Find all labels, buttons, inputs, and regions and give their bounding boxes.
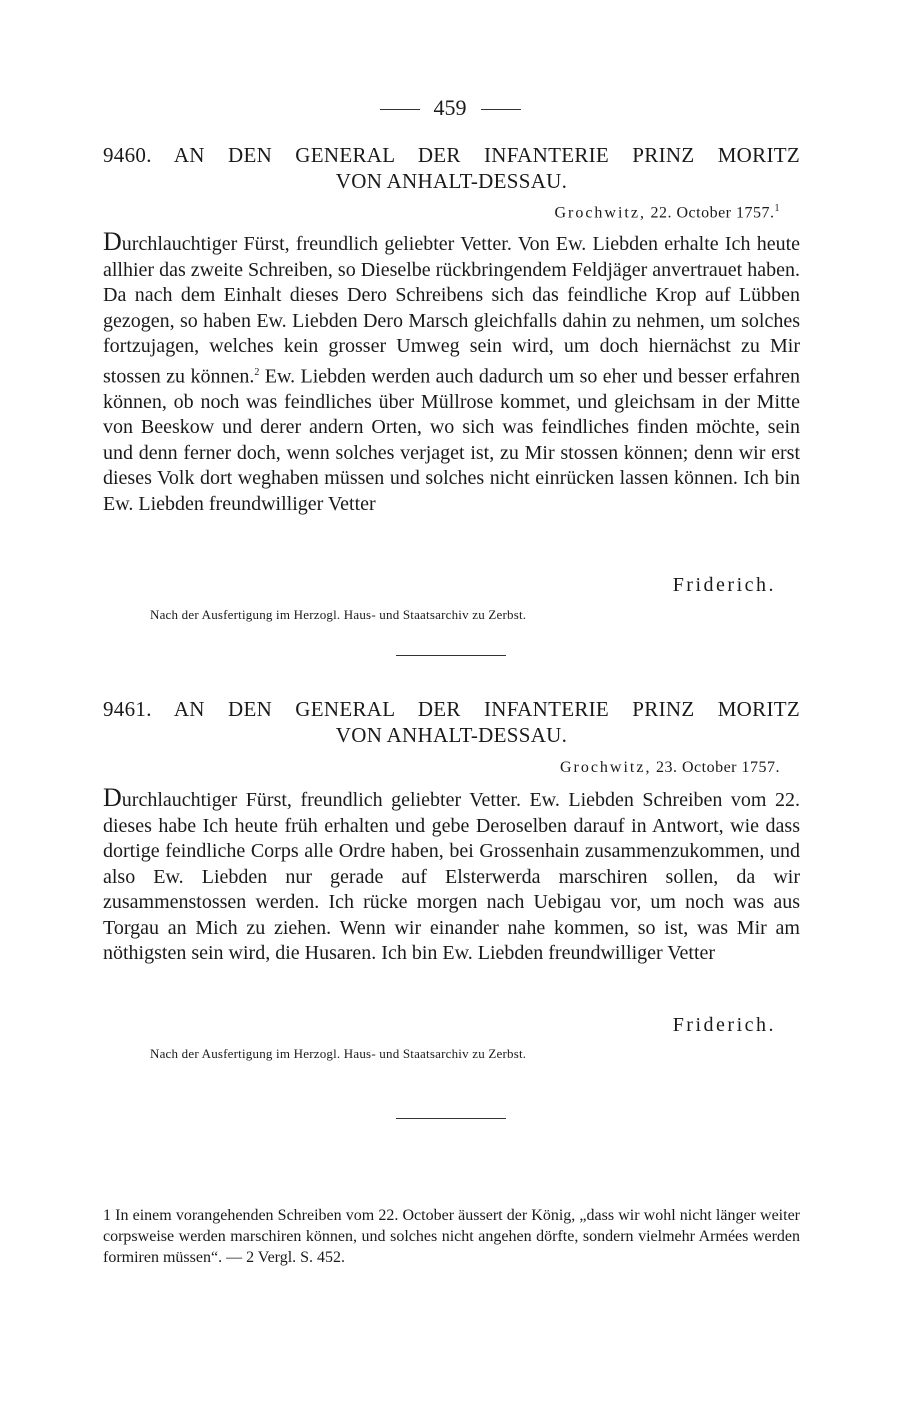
letter-heading-line1: 9460. AN DEN GENERAL DER INFANTERIE PRINZ MORITZ [103, 143, 800, 167]
drop-capital: D [103, 227, 122, 256]
dateline-place: Grochwitz, [559, 759, 652, 776]
page-number-right-dash [481, 109, 521, 110]
letter-heading-9460 [103, 142, 800, 194]
page-number-left-dash [380, 109, 420, 110]
letter-body-9460 [103, 229, 800, 517]
footnote-ref-1: 1 [774, 203, 780, 214]
dateline-9461 [560, 759, 780, 777]
letter-heading-line2: VON ANHALT-DESSAU. [335, 169, 568, 193]
page-number-text: 459 [433, 95, 467, 120]
letter-body-9461 [103, 785, 800, 967]
source-note-9460: Nach der Ausfertigung im Herzogl. Haus- und Staatsarchiv zu Zerbst. [150, 607, 527, 622]
signature-9461: Friderich. [672, 1014, 776, 1036]
footnote-ref-2: 2 [254, 366, 260, 378]
page-number [0, 95, 900, 121]
signature-9460: Friderich. [672, 574, 776, 596]
letter-heading-9461 [103, 696, 800, 748]
letter-text-part2: Ew. Liebden werden auch dadurch um so eher und besser erfahren können, ob noch was feindliches über Müllrose kommet, und gleichsam in der Mitte von Beeskow und derer andern Orten, wo sich was feindliches finden möchte, sein und denn ferner doch, wenn solches verjaget ist, zu Mir stossen können; denn wir erst dieses Volk dort weghaben müssen und solches nicht einrücken lassen können. Ich bin Ew. Liebden freundwilliger Vetter [103, 365, 800, 515]
dateline-9460 [554, 203, 780, 222]
drop-capital: D [103, 783, 122, 812]
letter-text: urchlauchtiger Fürst, freundlich geliebter Vetter. Ew. Liebden Schreiben vom 22. dieses habe Ich heute früh erhalten und gebe Deroselben darauf in Antwort, wie dass dortige feindliche Corps alle Ordre haben, bei Grossenhain zusammenzukommen, und also Ew. Liebden nur gerade auf Elsterwerda marschiren sollen, da wir zusammenstossen werden. Ich rücke morgen nach Uebigau vor, um noch was aus Torgau an Mich zu ziehen. Wenn wir einander nahe kommen, so ist, was Mir am nöthigsten sein wird, die Husaren. Ich bin Ew. Liebden freundwilliger Vetter [103, 789, 800, 964]
section-divider [396, 1118, 506, 1119]
source-note-9461: Nach der Ausfertigung im Herzogl. Haus- und Staatsarchiv zu Zerbst. [150, 1046, 527, 1061]
dateline-date: 22. October 1757. [650, 204, 775, 222]
footnotes: 1 In einem vorangehenden Schreiben vom 22. October äussert der König, „dass wir wohl nicht länger weiter corpsweise werden marschiren können, und solches nicht angehen dörfte, sondern vielmehr Armées werden formiren müssen“. — 2 Vergl. S. 452. [103, 1207, 800, 1266]
dateline-place: Grochwitz, [554, 204, 646, 222]
dateline-date: 23. October 1757. [655, 759, 780, 776]
section-divider [396, 655, 506, 656]
letter-heading-line1: 9461. AN DEN GENERAL DER INFANTERIE PRINZ MORITZ [103, 697, 800, 721]
letter-heading-line2: VON ANHALT-DESSAU. [335, 723, 568, 747]
letter-text-part1: urchlauchtiger Fürst, freundlich geliebter Vetter. Von Ew. Liebden erhalte Ich heute allhier das zweite Schreiben, so Dieselbe rückbringendem Feldjäger anvertrauet haben. Da nach dem Einhalt dieses Dero Schreibens sich das feindliche Krop auf Lübben gezogen, so haben Ew. Liebden Dero Marsch gleichfalls dahin zu nehmen, um solches fortzujagen, welches kein grosser Umweg sein wird, um doch hiernächst zu Mir stossen zu können. [103, 233, 800, 388]
